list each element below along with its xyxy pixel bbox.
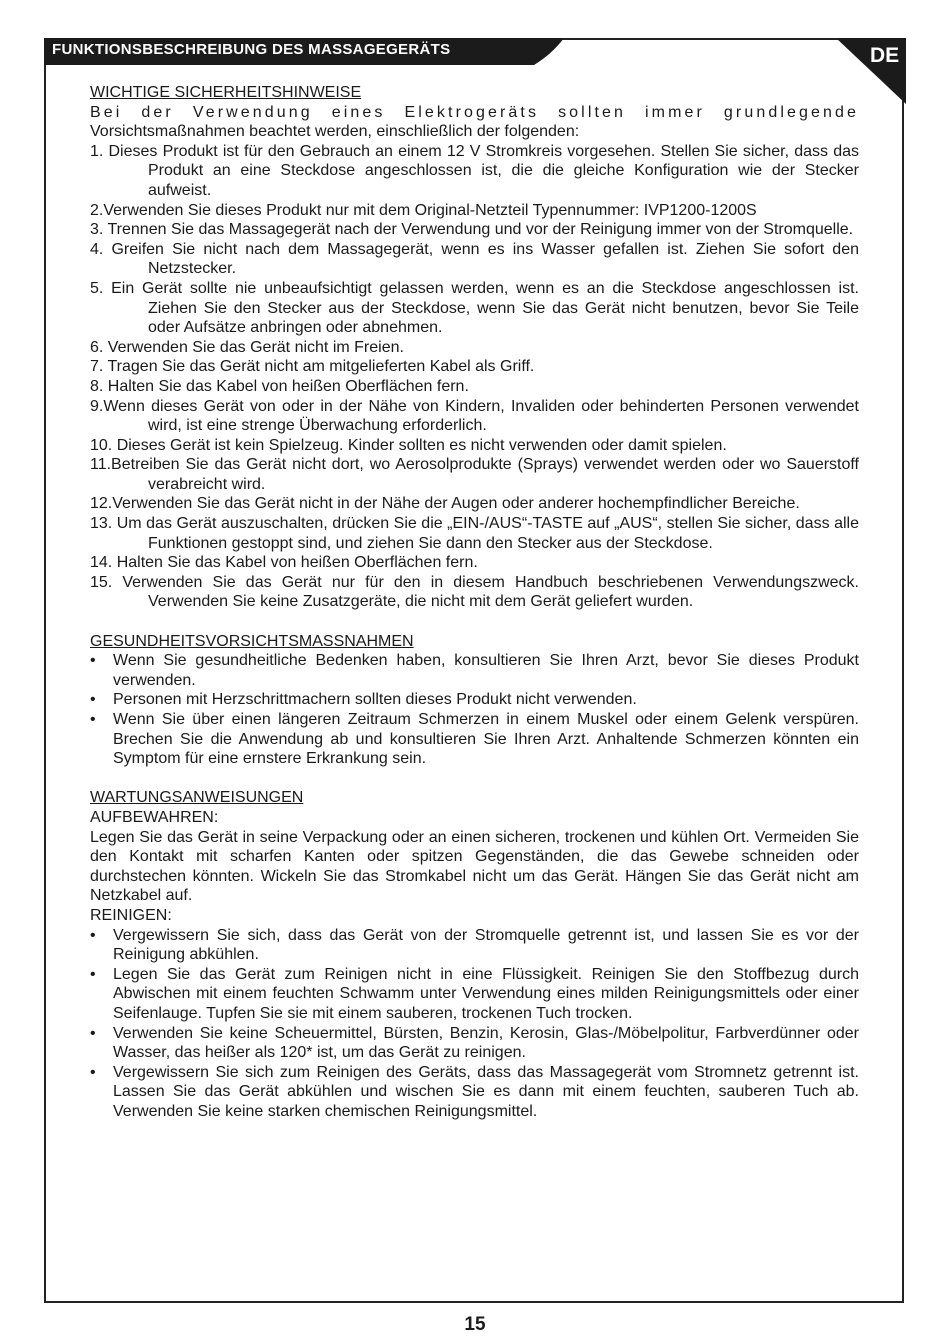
- cleaning-label: REINIGEN:: [90, 906, 172, 924]
- cleaning-bullet-1: • Vergewissern Sie sich, dass das Gerät von der Stromquelle getrennt ist, und lassen Sie es vor der Reinigung abkühlen.: [90, 926, 859, 965]
- safety-intro-line1: Bei der Verwendung eines Elektrogeräts sollten immer grundlegende: [90, 103, 859, 121]
- health-bullet-3: • Wenn Sie über einen längeren Zeitraum Schmerzen in einem Muskel oder einem Gelenk verspüren. Brechen Sie die Anwendung ab und konsultieren Sie Ihren Arzt. Anhaltende Schmerzen könnten ein Symptom für eine ernstere Erkrankung sein.: [90, 710, 859, 769]
- safety-item-4: 4. Greifen Sie nicht nach dem Massagegerät, wenn es ins Wasser gefallen ist. Ziehen Sie sofort den Netzstecker.: [90, 240, 859, 278]
- cleaning-list: [90, 926, 859, 1122]
- safety-item-8: 8. Halten Sie das Kabel von heißen Oberflächen fern.: [90, 377, 469, 395]
- language-label: DE: [870, 44, 900, 67]
- page-number: 15: [464, 1314, 486, 1335]
- safety-heading: WICHTIGE SICHERHEITSHINWEISE: [90, 84, 362, 101]
- safety-item-13: 13. Um das Gerät auszuschalten, drücken Sie die „EIN-/AUS“-TASTE auf „AUS“, stellen Sie sicher, dass alle Funktionen gestoppt sind, und ziehen Sie dann den Stecker aus der Steckdose.: [90, 515, 859, 552]
- safety-item-7: 7. Tragen Sie das Gerät nicht am mitgelieferten Kabel als Griff.: [90, 358, 535, 376]
- document-body: [90, 83, 859, 1121]
- storage-text: Legen Sie das Gerät in seine Verpackung oder an einen sicheren, trockenen und kühlen Ort. Vermeiden Sie den Kontakt mit scharfen Kanten oder spitzen Gegenständen, die das Gewebe schneiden oder durchstechen könnten. Wickeln Sie das Stromkabel nicht um das Gerät. Hängen Sie das Gerät nicht am Netzkabel auf.: [90, 828, 859, 905]
- safety-item-1: 1. Dieses Produkt ist für den Gebrauch an einem 12 V Stromkreis vorgesehen. Stellen Sie sicher, dass das Produkt an eine Steckdose angeschlossen ist, die die gleiche Konfiguration wie der Stecker aufweist.: [90, 142, 859, 199]
- cleaning-bullet-3: • Verwenden Sie keine Scheuermittel, Bürsten, Benzin, Kerosin, Glas-/Möbelpolitur, Farbverdünner oder Wasser, das heißer als 120* ist, um das Gerät zu reinigen.: [90, 1024, 859, 1063]
- section-header: [44, 38, 564, 64]
- safety-item-5: 5. Ein Gerät sollte nie unbeaufsichtigt gelassen werden, wenn es an die Steckdose angeschlossen ist. Ziehen Sie den Stecker aus der Steckdose, wenn Sie das Gerät nicht benutzen, bevor Sie Teile oder Aufsätze anbringen oder abnehmen.: [90, 279, 859, 337]
- cleaning-bullet-4: • Vergewissern Sie sich zum Reinigen des Geräts, dass das Massagegerät vom Stromnetz getrennt ist. Lassen Sie das Gerät abkühlen und wischen Sie es dann mit einem feuchten, sauberen Tuch ab. Verwenden Sie keine starken chemischen Reinigungsmittel.: [90, 1063, 859, 1122]
- cleaning-bullet-2: • Legen Sie das Gerät zum Reinigen nicht in eine Flüssigkeit. Reinigen Sie den Stoffbezug durch Abwischen mit einem feuchten Schwamm unter Verwendung eines milden Reinigungsmittels oder einer Seifenlauge. Tupfen Sie sie mit einem sauberen, trockenen Tuch trocken.: [90, 965, 859, 1024]
- health-bullet-1: • Wenn Sie gesundheitliche Bedenken haben, konsultieren Sie Ihren Arzt, bevor Sie dieses Produkt verwenden.: [90, 651, 859, 690]
- safety-intro-line2: Vorsichtsmaßnahmen beachtet werden, einschließlich der folgenden:: [90, 123, 580, 141]
- safety-item-9: 9.Wenn dieses Gerät von oder in der Nähe von Kindern, Invaliden oder behinderten Personen verwendet wird, ist eine strenge Überwachung erforderlich.: [90, 397, 859, 435]
- section-title: FUNKTIONSBESCHREIBUNG DES MASSAGEGERÄTS: [52, 41, 451, 58]
- safety-item-2: 2.Verwenden Sie dieses Produkt nur mit dem Original-Netzteil Typennummer: IVP1200-1200S: [90, 201, 757, 219]
- health-bullet-2: • Personen mit Herzschrittmachern sollten dieses Produkt nicht verwenden.: [90, 690, 859, 710]
- safety-item-6: 6. Verwenden Sie das Gerät nicht im Freien.: [90, 338, 404, 356]
- safety-item-3: 3. Trennen Sie das Massagegerät nach der Verwendung und vor der Reinigung immer von der Stromquelle.: [90, 221, 854, 239]
- safety-item-11: 11.Betreiben Sie das Gerät nicht dort, wo Aerosolprodukte (Sprays) verwendet werden oder wo Sauerstoff verabreicht wird.: [90, 456, 859, 493]
- safety-item-10: 10. Dieses Gerät ist kein Spielzeug. Kinder sollten es nicht verwenden oder damit spielen.: [90, 436, 727, 454]
- health-heading: GESUNDHEITSVORSICHTSMASSNAHMEN: [90, 632, 414, 650]
- maintenance-heading: WARTUNGSANWEISUNGEN: [90, 789, 304, 807]
- safety-item-12: 12.Verwenden Sie das Gerät nicht in der Nähe der Augen oder anderer hochempfindlicher Bereiche.: [90, 495, 800, 513]
- storage-label: AUFBEWAHREN:: [90, 808, 219, 826]
- safety-item-15: 15. Verwenden Sie das Gerät nur für den in diesem Handbuch beschriebenen Verwendungszweck. Verwenden Sie keine Zusatzgeräte, die nicht mit dem Gerät geliefert wurden.: [90, 573, 859, 611]
- safety-item-14: 14. Halten Sie das Kabel von heißen Oberflächen fern.: [90, 554, 478, 572]
- health-list: [90, 651, 859, 769]
